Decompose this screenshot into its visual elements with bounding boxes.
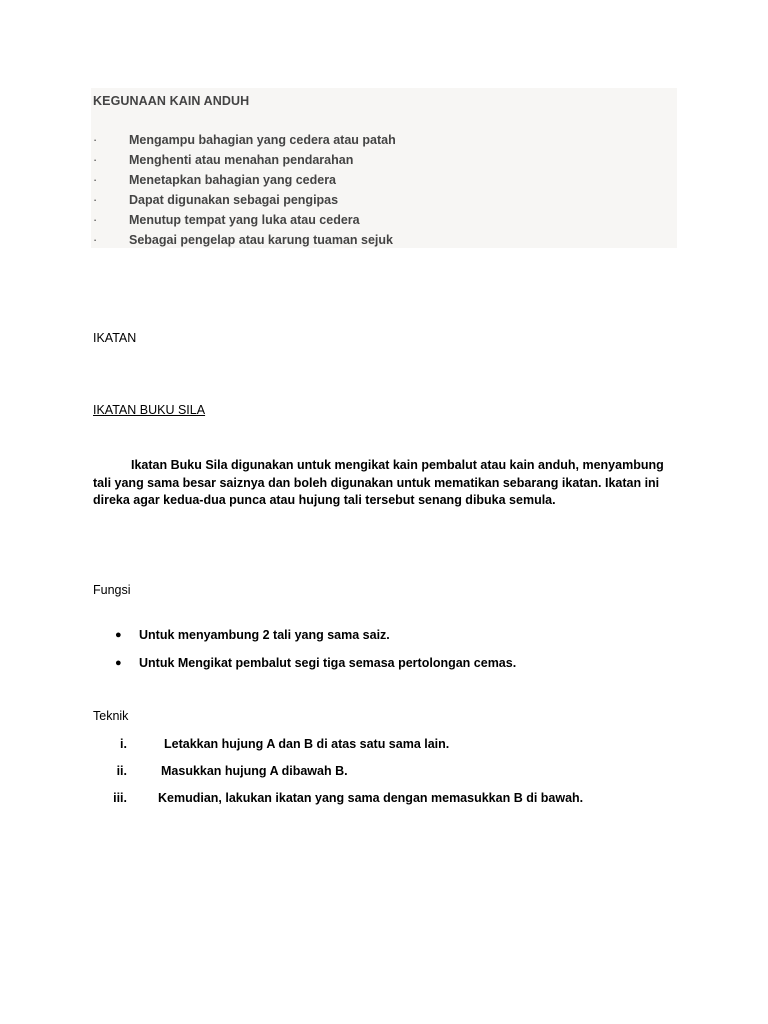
bullet-icon: ● [115,657,122,669]
buku-sila-heading: IKATAN BUKU SILA [93,403,206,417]
bullet-icon: · [93,173,98,187]
teknik-heading: Teknik [93,709,129,723]
list-item [0,655,768,683]
list-number: ii. [116,764,127,778]
list-item [0,790,768,817]
list-item-text: Menetapkan bahagian yang cedera [129,173,337,187]
list-item-text: Menghenti atau menahan pendarahan [129,153,354,167]
kegunaan-title: KEGUNAAN KAIN ANDUH [93,94,250,108]
list-item [0,627,768,655]
list-number: iii. [113,791,127,805]
list-item-text: Sebagai pengelap atau karung tuaman sejuk [129,233,393,247]
fungsi-heading: Fungsi [93,583,131,597]
bullet-icon: ● [115,629,122,641]
list-item [0,763,768,790]
paragraph-text: Ikatan Buku Sila digunakan untuk mengikat kain pembalut atau kain anduh, menyambung tali yang sama besar saiznya dan boleh digunakan untuk mematikan sebarang ikatan. Ikatan ini direka agar kedua-dua punca atau hujung tali tersebut senang dibuka semula. [93,458,664,507]
list-item-text: Untuk Mengikat pembalut segi tiga semasa pertolongan cemas. [139,656,517,670]
bullet-icon: · [93,153,98,167]
list-item-text: Untuk menyambung 2 tali yang sama saiz. [139,628,390,642]
list-item-text: Letakkan hujung A dan B di atas satu sama lain. [164,737,450,751]
teknik-list [0,736,768,817]
kegunaan-section [91,88,677,248]
bullet-icon: · [93,233,98,247]
list-number: i. [120,737,127,751]
bullet-icon: · [93,133,98,147]
list-item [0,736,768,763]
buku-sila-paragraph [93,457,673,510]
bullet-icon: · [93,213,98,227]
list-item-text: Menutup tempat yang luka atau cedera [129,213,360,227]
bullet-icon: · [93,193,98,207]
list-item-text: Kemudian, lakukan ikatan yang sama dengan memasukkan B di bawah. [158,791,584,805]
list-item-text: Dapat digunakan sebagai pengipas [129,193,339,207]
list-item-text: Mengampu bahagian yang cedera atau patah [129,133,396,147]
list-item-text: Masukkan hujung A dibawah B. [161,764,348,778]
ikatan-heading: IKATAN [93,331,137,345]
fungsi-list [0,627,768,683]
